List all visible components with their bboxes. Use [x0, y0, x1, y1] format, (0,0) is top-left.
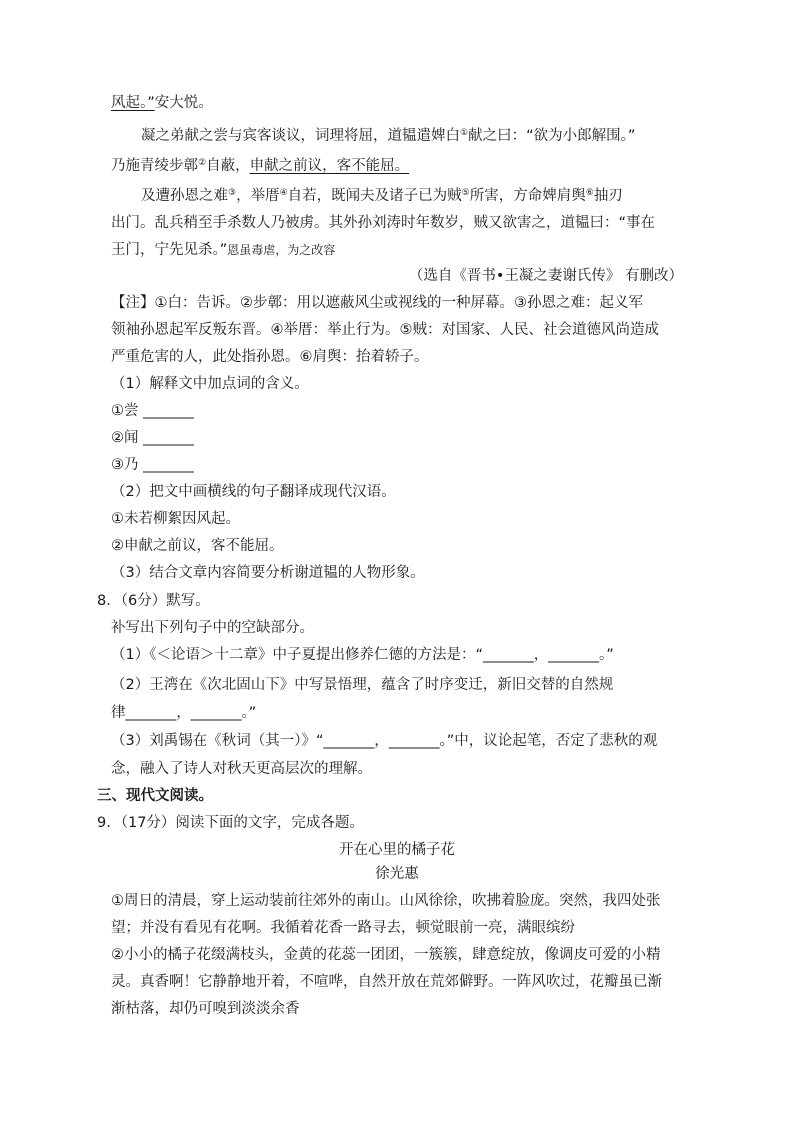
article-paragraph-2-line-2: 灵。真香啊！它静静地开着，不喧哗，自然开放在荒郊僻野。一阵风吹过，花瓣虽已渐	[111, 974, 662, 990]
q7-subquestion-3: （3）结合文章内容简要分析谢道韫的人物形象。	[111, 565, 425, 581]
note-marker: ③	[228, 188, 237, 198]
passage-text: ，举厝	[236, 188, 280, 204]
q8-heading: 8．（6分）默写。	[97, 593, 210, 609]
article-author: 徐光惠	[375, 866, 419, 882]
passage-line-6	[111, 240, 683, 260]
passage-text: 王门，宁先见杀。”	[111, 242, 228, 258]
passage-text: 献之曰：“欲为小郎解围。”	[468, 128, 636, 144]
article-title: 开在心里的橘子花	[339, 842, 455, 858]
passage-line-1	[111, 93, 683, 113]
notes-line-1: 【注】①白：告诉。②步鄣：用以遮蔽风尘或视线的一种屏幕。③孙恩之难：起义军	[111, 295, 643, 311]
passage-line-5: 出门。乱兵稍至手杀数人乃被虏。其外孙刘涛时年数岁，贼又欲害之，道韫曰：“事在	[111, 215, 656, 231]
underlined-phrase: 风起。”	[111, 95, 155, 111]
article-paragraph-1-line-2: 望；并没有看见有花啊。我循着花香一路寻去，顿觉眼前一亮，满眼缤纷	[111, 920, 575, 936]
passage-text: 安大悦。	[154, 95, 213, 111]
article-paragraph-2-line-3: 渐枯落，却仍可嗅到淡淡余香	[111, 1001, 300, 1017]
q7-word-3: ③乃 _______	[111, 457, 194, 473]
underlined-sentence: 申献之前议，客不能屈。	[249, 158, 410, 174]
passage-text: 所害，方命婢肩舆	[469, 188, 586, 204]
q8-intro: 补写出下列句子中的空缺部分。	[111, 620, 314, 636]
q7-sentence-1: ①未若柳絮因风起。	[111, 511, 240, 527]
note-marker: ⑤	[461, 188, 470, 198]
passage-text: 自蔽，	[206, 158, 250, 174]
notes-line-3: 严重危害的人，此处指孙恩。⑥肩舆：抬着轿子。	[111, 349, 429, 365]
q8-item-3-line-2: 念，融入了诗人对秋天更高层次的理解。	[111, 761, 372, 777]
passage-text: 抽刃	[593, 188, 623, 204]
q8-item-2-line-1: （2）王湾在《次北固山下》中写景悟理，蕴含了时序变迁，新旧交替的自然规	[111, 677, 614, 693]
passage-line-4	[141, 183, 683, 206]
q7-word-2: ②闻 _______	[111, 430, 194, 446]
passage-line-2	[141, 123, 683, 146]
passage-source: （选自《晋书•王凝之妻谢氏传》 有删改）	[408, 268, 683, 284]
passage-text: 乃施青绫步鄣	[111, 158, 198, 174]
q7-sentence-2: ②申献之前议，客不能屈。	[111, 538, 284, 554]
article-paragraph-1-line-1: ①周日的清晨，穿上运动装前往郊外的南山。山风徐徐，吹拂着脸庞。突然，我四处张	[111, 893, 661, 909]
note-marker: ④	[279, 188, 288, 198]
notes-line-2: 领袖孙恩起军反叛东晋。④举厝：举止行为。⑤贼：对国家、人民、社会道德风尚造成	[111, 322, 659, 338]
passage-line-3	[111, 153, 683, 176]
note-marker: ①	[460, 128, 469, 138]
section-heading-modern-reading: 三、现代文阅读。	[97, 788, 213, 804]
passage-text-small: 恩虽毒虐，为之改容	[227, 243, 336, 257]
q7-word-1: ①尝 _______	[111, 403, 194, 419]
passage-text: 自若，既闻夫及诸子已为贼	[287, 188, 462, 204]
q9-heading: 9．（17分）阅读下面的文字，完成各题。	[97, 815, 364, 831]
note-marker: ②	[198, 158, 207, 168]
q8-item-3-line-1: （3）刘禹锡在《秋词（其一）》“_______，_______。”中，议论起笔，否定了悲秋的观	[111, 733, 658, 749]
q7-subquestion-2: （2）把文中画横线的句子翻译成现代汉语。	[111, 484, 396, 500]
passage-text: 凝之弟献之尝与宾客谈议，词理将屈，道韫遣婢白	[141, 128, 460, 144]
passage-text: 及遭孙恩之难	[141, 188, 228, 204]
q8-item-2-line-2: 律_______，_______。”	[111, 705, 257, 721]
note-marker: ⑥	[585, 188, 594, 198]
article-paragraph-2-line-1: ②小小的橘子花缀满枝头，金黄的花蕊一团团，一簇簇，肆意绽放，像调皮可爱的小精	[111, 947, 661, 963]
q8-item-1: （1）《＜论语＞十二章》中子夏提出修养仁德的方法是：“_______，_______。”	[111, 647, 614, 663]
q7-subquestion-1: （1）解释文中加点词的含义。	[111, 376, 309, 392]
